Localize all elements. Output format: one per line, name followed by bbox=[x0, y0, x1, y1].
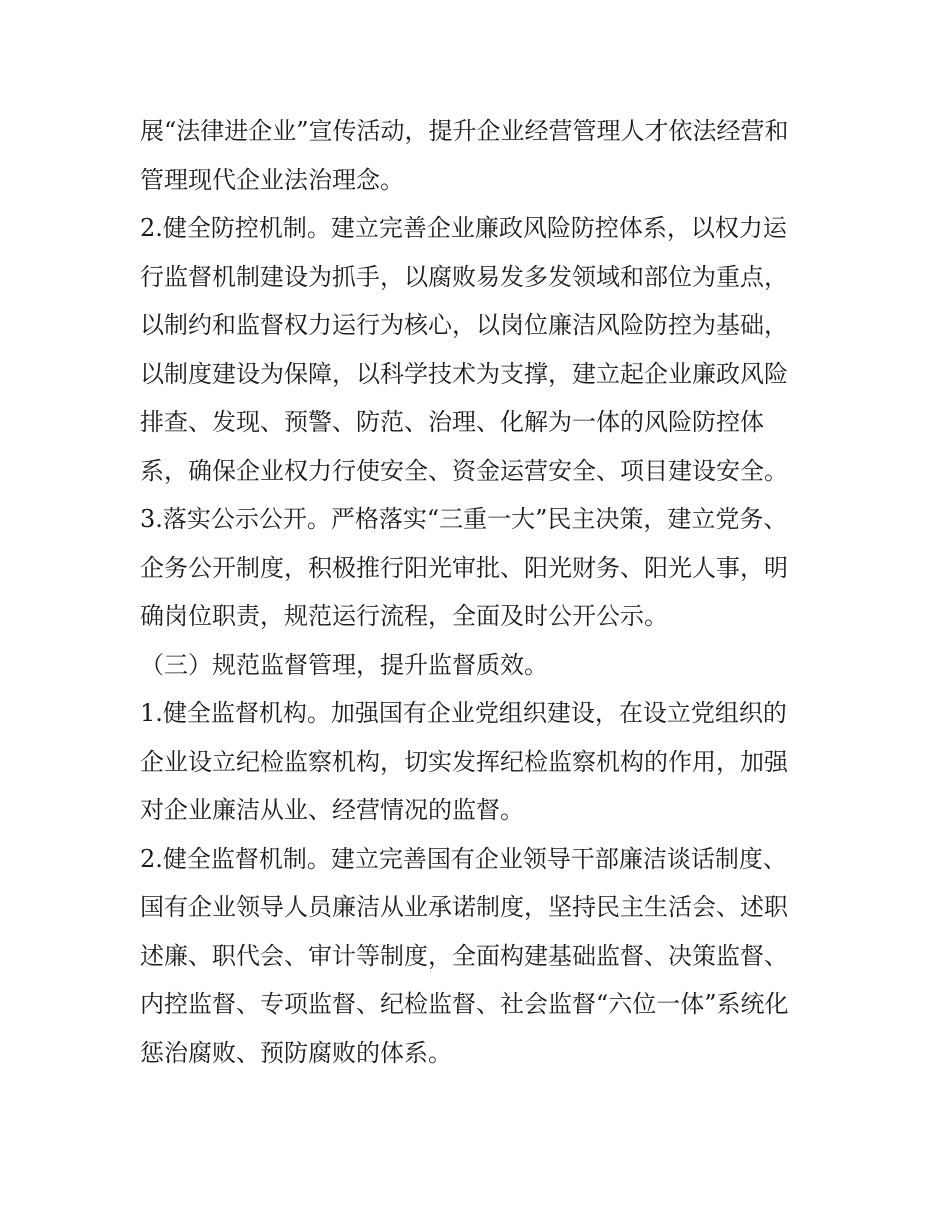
text-line: 3.落实公示公开。严格落实“三重一大”民主决策，建立党务、 bbox=[140, 505, 788, 533]
text-line: 展“法律进企业”宣传活动，提升企业经营管理人才依法经营和 bbox=[140, 117, 789, 145]
text-line: 对企业廉洁从业、经营情况的监督。 bbox=[140, 796, 524, 824]
text-line: 行监督机制建设为抓手，以腐败易发多发领域和部位为重点， bbox=[140, 262, 788, 291]
document-body bbox=[140, 107, 820, 1077]
text-line: 管理现代企业法治理念。 bbox=[140, 165, 404, 194]
text-line: 2.健全监督机制。建立完善国有企业领导干部廉洁谈话制度、 bbox=[140, 844, 787, 873]
text-line: 排查、发现、预警、防范、治理、化解为一体的风险防控体 bbox=[140, 408, 764, 436]
text-line: 以制度建设为保障，以科学技术为支撑，建立起企业廉政风险 bbox=[140, 359, 788, 388]
text-line: 国有企业领导人员廉洁从业承诺制度，坚持民主生活会、述职 bbox=[140, 893, 788, 921]
text-line: 企务公开制度，积极推行阳光审批、阳光财务、阳光人事，明 bbox=[140, 553, 788, 582]
text-line: 内控监督、专项监督、纪检监督、社会监督“六位一体”系统化 bbox=[140, 990, 789, 1018]
text-line: 企业设立纪检监察机构，切实发挥纪检监察机构的作用，加强 bbox=[140, 747, 788, 776]
text-line: 系，确保企业权力行使安全、资金运营安全、项目建设安全。 bbox=[140, 456, 788, 485]
text-line: 2.健全防控机制。建立完善企业廉政风险防控体系，以权力运 bbox=[140, 214, 787, 242]
text-line: 惩治腐败、预防腐败的体系。 bbox=[140, 1038, 452, 1067]
text-line: 1.健全监督机构。加强国有企业党组织建设，在设立党组织的 bbox=[140, 699, 787, 727]
text-line: 确岗位职责，规范运行流程，全面及时公开公示。 bbox=[140, 602, 668, 630]
section-heading: （三）规范监督管理，提升监督质效。 bbox=[140, 650, 548, 679]
text-line: 以制约和监督权力运行为核心，以岗位廉洁风险防控为基础， bbox=[140, 311, 788, 339]
text-line: 述廉、职代会、审计等制度，全面构建基础监督、决策监督、 bbox=[140, 941, 788, 970]
